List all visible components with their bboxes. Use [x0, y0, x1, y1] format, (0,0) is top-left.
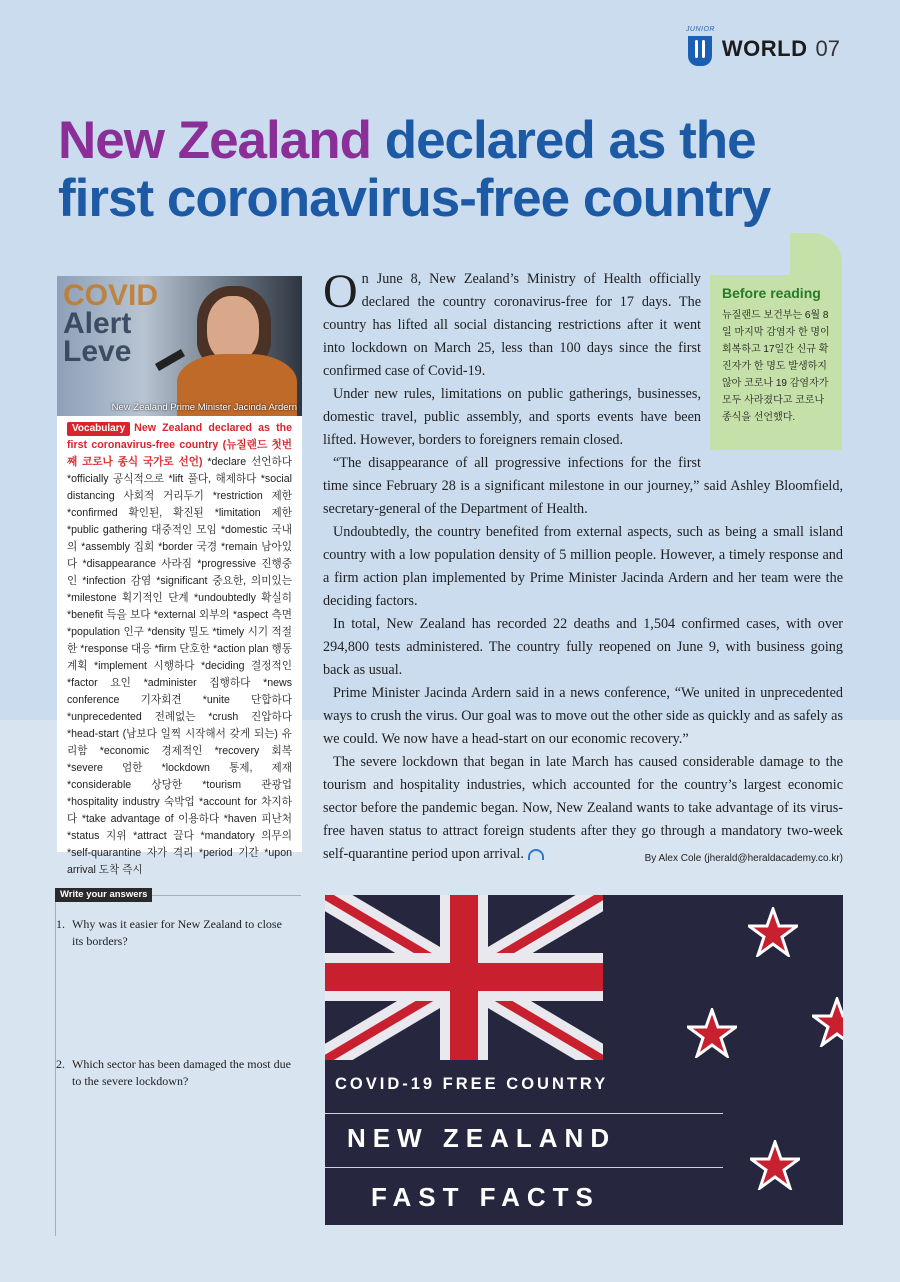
- union-jack-icon: [325, 895, 603, 1060]
- headline: [58, 112, 858, 228]
- star-icon-bottom: [750, 1140, 800, 1190]
- logo-small-text: JUNIOR: [685, 26, 715, 33]
- vocabulary-tag: Vocabulary: [67, 422, 130, 436]
- star-icon-left: [687, 1008, 737, 1058]
- before-reading-text: 뉴질랜드 보건부는 6월 8일 마지막 감염자 한 명이 회복하고 17일간 신규 확진자가 한 명도 발생하지 않아 코로나 19 감염자가 모두 사라졌다고 코로나 종식을 선언했다.: [722, 310, 830, 423]
- article-paragraph-1: On June 8, New Zealand’s Ministry of Health officially declared the country coronavirus-free for 17 days. The country has lifted all social distancing restrictions after it went into lockdown on March 25, less than 100 days since the first confirmed case of Covid-19.: [323, 265, 701, 379]
- vocabulary-list: *declare 선언하다 *officially 공식적으로 *lift 풀다, 해제하다 *social distancing 사회적 거리두기 *restriction 제한 *confirmed 확인된, 확진된 *limitation 제한 *public gathering 대중적인 모임 *domestic 국내의 *assembly 집회 *border 국경 *remain 남아있다 *disappearance 사라짐 *progressive 진행중인 *infection 감염 *significant 중요한, 의미있는 *milestone 획기적인 단계 *undoubtedly 확실히 *benefit 득을 보다 *external 외부의 *aspect 측면 *population 인구 *density 밀도 *timely 시기 적절한 *response 대응 *firm 단호한 *action plan 행동계획 *implement 시행하다 *deciding 결정적인 *factor 요인 *administer 집행하다 *news conference 기자회견 *unite 단합하다 *unprecedented 전례없는 *crush 진압하다 *head-start (남보다 일찍 시작해서 갖게 되는) 유리함 *economic 경제적인 *recovery 회복 *severe 엄한 *lockdown 통제, 제재 *considerable 상당한 *tourism 관광업 *hospitality industry 숙박업 *account for 차지하다 *take advantage of 이용하다 *haven 피난처 *status 지위 *attract 끌다 *mandatory 의무의 *self-quarantine 자가 격리 *period 기간 *upon arrival 도착 즉시: [67, 456, 292, 876]
- person-figure: [207, 296, 259, 362]
- panel-fast-facts: FAST FACTS: [371, 1182, 600, 1212]
- microphone-icon: [155, 349, 185, 371]
- article-paragraph-5: In total, New Zealand has recorded 22 deaths and 1,504 confirmed cases, with over 294,800 tests administered. The country fully reopened on June 9, with business going back as usual.: [323, 616, 843, 678]
- page-number: 07: [815, 36, 840, 61]
- panel-subtitle: COVID-19 FREE COUNTRY: [335, 1075, 609, 1093]
- star-icon-top: [748, 907, 798, 957]
- section-label: WORLD: [721, 36, 808, 61]
- article-photo: [57, 276, 302, 416]
- panel-divider-2: [325, 1167, 723, 1168]
- article-paragraph-6: Prime Minister Jacinda Ardern said in a news conference, “We united in unprecedented ways to crush the virus. Our goal was to move out the other side as quickly and as safely as we could. We now have a head-start on our economic recovery.”: [323, 685, 843, 747]
- drop-cap: O: [323, 265, 358, 318]
- article-body: [323, 265, 843, 870]
- new-zealand-fast-facts-panel: [325, 895, 843, 1225]
- article-paragraph-3: “The disappearance of all progressive infections for the first time since February 28 is a significant milestone in our journey,” said Ashley Bloomfield, secretary-general of the Department of Health.: [323, 455, 843, 517]
- byline: By Alex Cole (jherald@heraldacademy.co.kr): [644, 853, 843, 864]
- photo-caption: New Zealand Prime Minister Jacinda Ardern: [111, 402, 297, 413]
- vocabulary-box: [57, 416, 302, 876]
- star-icon-right: [812, 997, 843, 1047]
- question-2-text: Which sector has been damaged the most due to the severe lockdown?: [72, 1057, 291, 1088]
- panel-divider-1: [325, 1113, 723, 1114]
- before-reading-title: Before reading: [722, 285, 821, 301]
- page-header: [685, 26, 840, 68]
- answers-tag: Write your answers: [55, 888, 152, 902]
- answers-box: [55, 889, 301, 1236]
- photo-sign-text: COVID Alert Leve: [63, 279, 159, 368]
- question-2: 2. Which sector has been damaged the most due to the severe lockdown?: [56, 1056, 296, 1090]
- question-1: 1. Why was it easier for New Zealand to close its borders?: [56, 916, 296, 950]
- panel-country: NEW ZEALAND: [347, 1123, 617, 1153]
- question-1-text: Why was it easier for New Zealand to close its borders?: [72, 917, 282, 948]
- article-paragraph-4: Undoubtedly, the country benefited from external aspects, such as being a small island country with a low population density of 5 million people. However, a timely response and a firm action plan implemented by Prime Minister Jacinda Ardern and her team were the deciding factors.: [323, 524, 843, 609]
- headphone-icon[interactable]: [528, 849, 544, 860]
- headline-line1: declared as the: [370, 111, 756, 170]
- article-paragraph-7: The severe lockdown that began in late March has caused considerable damage to the tourism and hospitality industries, which accounted for the country’s largest economic sector before the pandemic began. Now, New Zealand wants to take advantage of its virus-free haven status to attract foreign students after they go through a mandatory two-week self-quarantine period upon arrival. By Alex Cole (jherald@heraldacademy.co.kr): [323, 751, 843, 866]
- headline-line2: first coronavirus-free country: [58, 169, 771, 228]
- headline-highlight: New Zealand: [58, 111, 371, 170]
- article-paragraph-2: Under new rules, limitations on public gatherings, businesses, domestic travel, public assembly, and sports events have been lifted. However, borders to foreigners remain closed.: [323, 386, 701, 448]
- vocabulary-headline: New Zealand declared as the first coronavirus-free country (뉴질랜드 첫번째 코로나 종식 국가로 선언): [67, 422, 292, 468]
- junior-logo-icon: [685, 26, 715, 68]
